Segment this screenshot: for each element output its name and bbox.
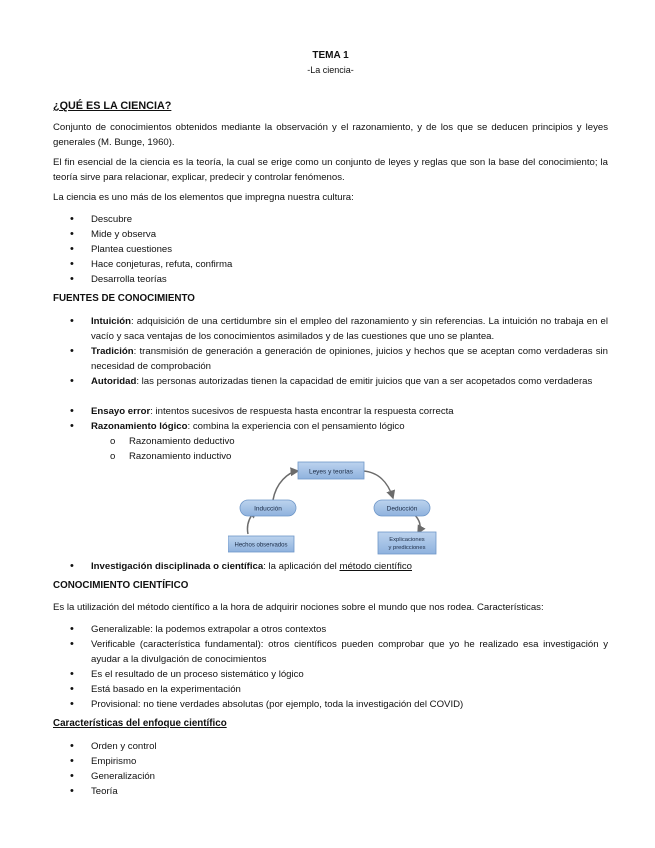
paragraph-culture: La ciencia es uno más de los elementos que impregna nuestra cultura: xyxy=(53,192,354,203)
page-subtitle: -La ciencia- xyxy=(307,65,354,75)
term: Razonamiento lógico xyxy=(91,421,188,432)
label-deduccion: Deducción xyxy=(386,505,418,513)
description: : la aplicación del xyxy=(263,561,340,572)
list-item: • Verificable (característica fundamental): otros científicos pueden comprobar que yo he realizado esa investigación y ayudar a la divulgación de conocimientos xyxy=(91,637,608,667)
list-item-razonamiento xyxy=(91,419,608,434)
term: Intuición xyxy=(91,316,131,327)
term: Tradición xyxy=(91,346,134,357)
list-item: • Mide y observa xyxy=(91,227,608,242)
list-item: • Provisional: no tiene verdades absolutas (por ejemplo, toda la investigación del COVID) xyxy=(91,697,608,712)
list-item: • Hace conjeturas, refuta, confirma xyxy=(91,257,608,272)
list-item-investigacion xyxy=(91,559,608,574)
description: : transmisión de generación a generación de opiniones, juicios y hechos que se aceptan como verdaderas sin necesidad de comprobación xyxy=(91,346,608,372)
list-item: • Orden y control xyxy=(91,739,608,754)
term: Ensayo error xyxy=(91,406,151,417)
sub-item-inductivo: o Razonamiento inductivo xyxy=(129,449,231,464)
label-induccion: Inducción xyxy=(254,505,282,513)
description: : las personas autorizadas tienen la capacidad de emitir juicios que van a ser acopetados como verdaderas xyxy=(136,376,593,387)
term: Investigación disciplinada o científica xyxy=(91,561,264,572)
list-item: • Generalizable: la podemos extrapolar a otros contextos xyxy=(91,622,608,637)
label-predicciones: y predicciones xyxy=(388,545,426,551)
list-item: • Generalización xyxy=(91,769,608,784)
metodo-cientifico-link[interactable]: método científico xyxy=(339,561,412,572)
list-item: • Desarrolla teorías xyxy=(91,272,608,287)
description: : intentos sucesivos de respuesta hasta encontrar la respuesta correcta xyxy=(150,406,454,417)
list-item-tradicion xyxy=(91,344,608,374)
description: : combina la experiencia con el pensamiento lógico xyxy=(187,421,405,432)
list-item: • Es el resultado de un proceso sistemático y lógico xyxy=(91,667,608,682)
section-heading-enfoque: Características del enfoque científico xyxy=(53,718,227,729)
list-item: • Empirismo xyxy=(91,754,608,769)
section-heading-fuentes: FUENTES DE CONOCIMIENTO xyxy=(53,293,195,304)
arrow-down-right xyxy=(363,471,393,498)
list-item: • Descubre xyxy=(91,212,608,227)
section-heading-conocimiento-cientifico: CONOCIMIENTO CIENTÍFICO xyxy=(53,580,189,591)
description: : adquisición de una certidumbre sin el empleo del razonamiento y sin referencias. La intuición no trabaja en el vacío y saca ventajas de los conocimientos asimilados y de las cuestiones que uno se plantea. xyxy=(91,316,608,342)
page-title: TEMA 1 xyxy=(312,50,349,61)
list-item-autoridad xyxy=(91,374,608,389)
list-item: • Teoría xyxy=(91,784,608,799)
section-heading-que-es-la-ciencia: ¿QUÉ ES LA CIENCIA? xyxy=(53,100,172,112)
reasoning-diagram xyxy=(228,458,438,556)
sub-item-deductivo: o Razonamiento deductivo xyxy=(129,434,235,449)
label-hechos-observados: Hechos observados xyxy=(234,542,288,549)
term: Autoridad xyxy=(91,376,137,387)
arrow-up-left xyxy=(273,471,298,500)
list-item: • Está basado en la experimentación xyxy=(91,682,608,697)
label-explicaciones: Explicaciones xyxy=(389,537,425,543)
list-item-ensayo-error xyxy=(91,404,608,419)
paragraph-metodo: Es la utilización del método científico a la hora de adquirir nociones sobre el mundo que nos rodea. Características: xyxy=(53,602,544,613)
label-leyes-teorias: Leyes y teorías xyxy=(308,468,354,476)
paragraph-definition: Conjunto de conocimientos obtenidos mediante la observación y el razonamiento, y de los que se deducen principios y leyes generales (M. Bunge, 1960). xyxy=(53,122,608,148)
paragraph-theory: El fin esencial de la ciencia es la teoría, la cual se erige como un conjunto de leyes y reglas que son la base del conocimiento; la teoría sirve para relacionar, explicar, predecir y controlar fenómenos. xyxy=(53,157,608,183)
list-item-intuicion xyxy=(91,314,608,344)
list-item: • Plantea cuestiones xyxy=(91,242,608,257)
